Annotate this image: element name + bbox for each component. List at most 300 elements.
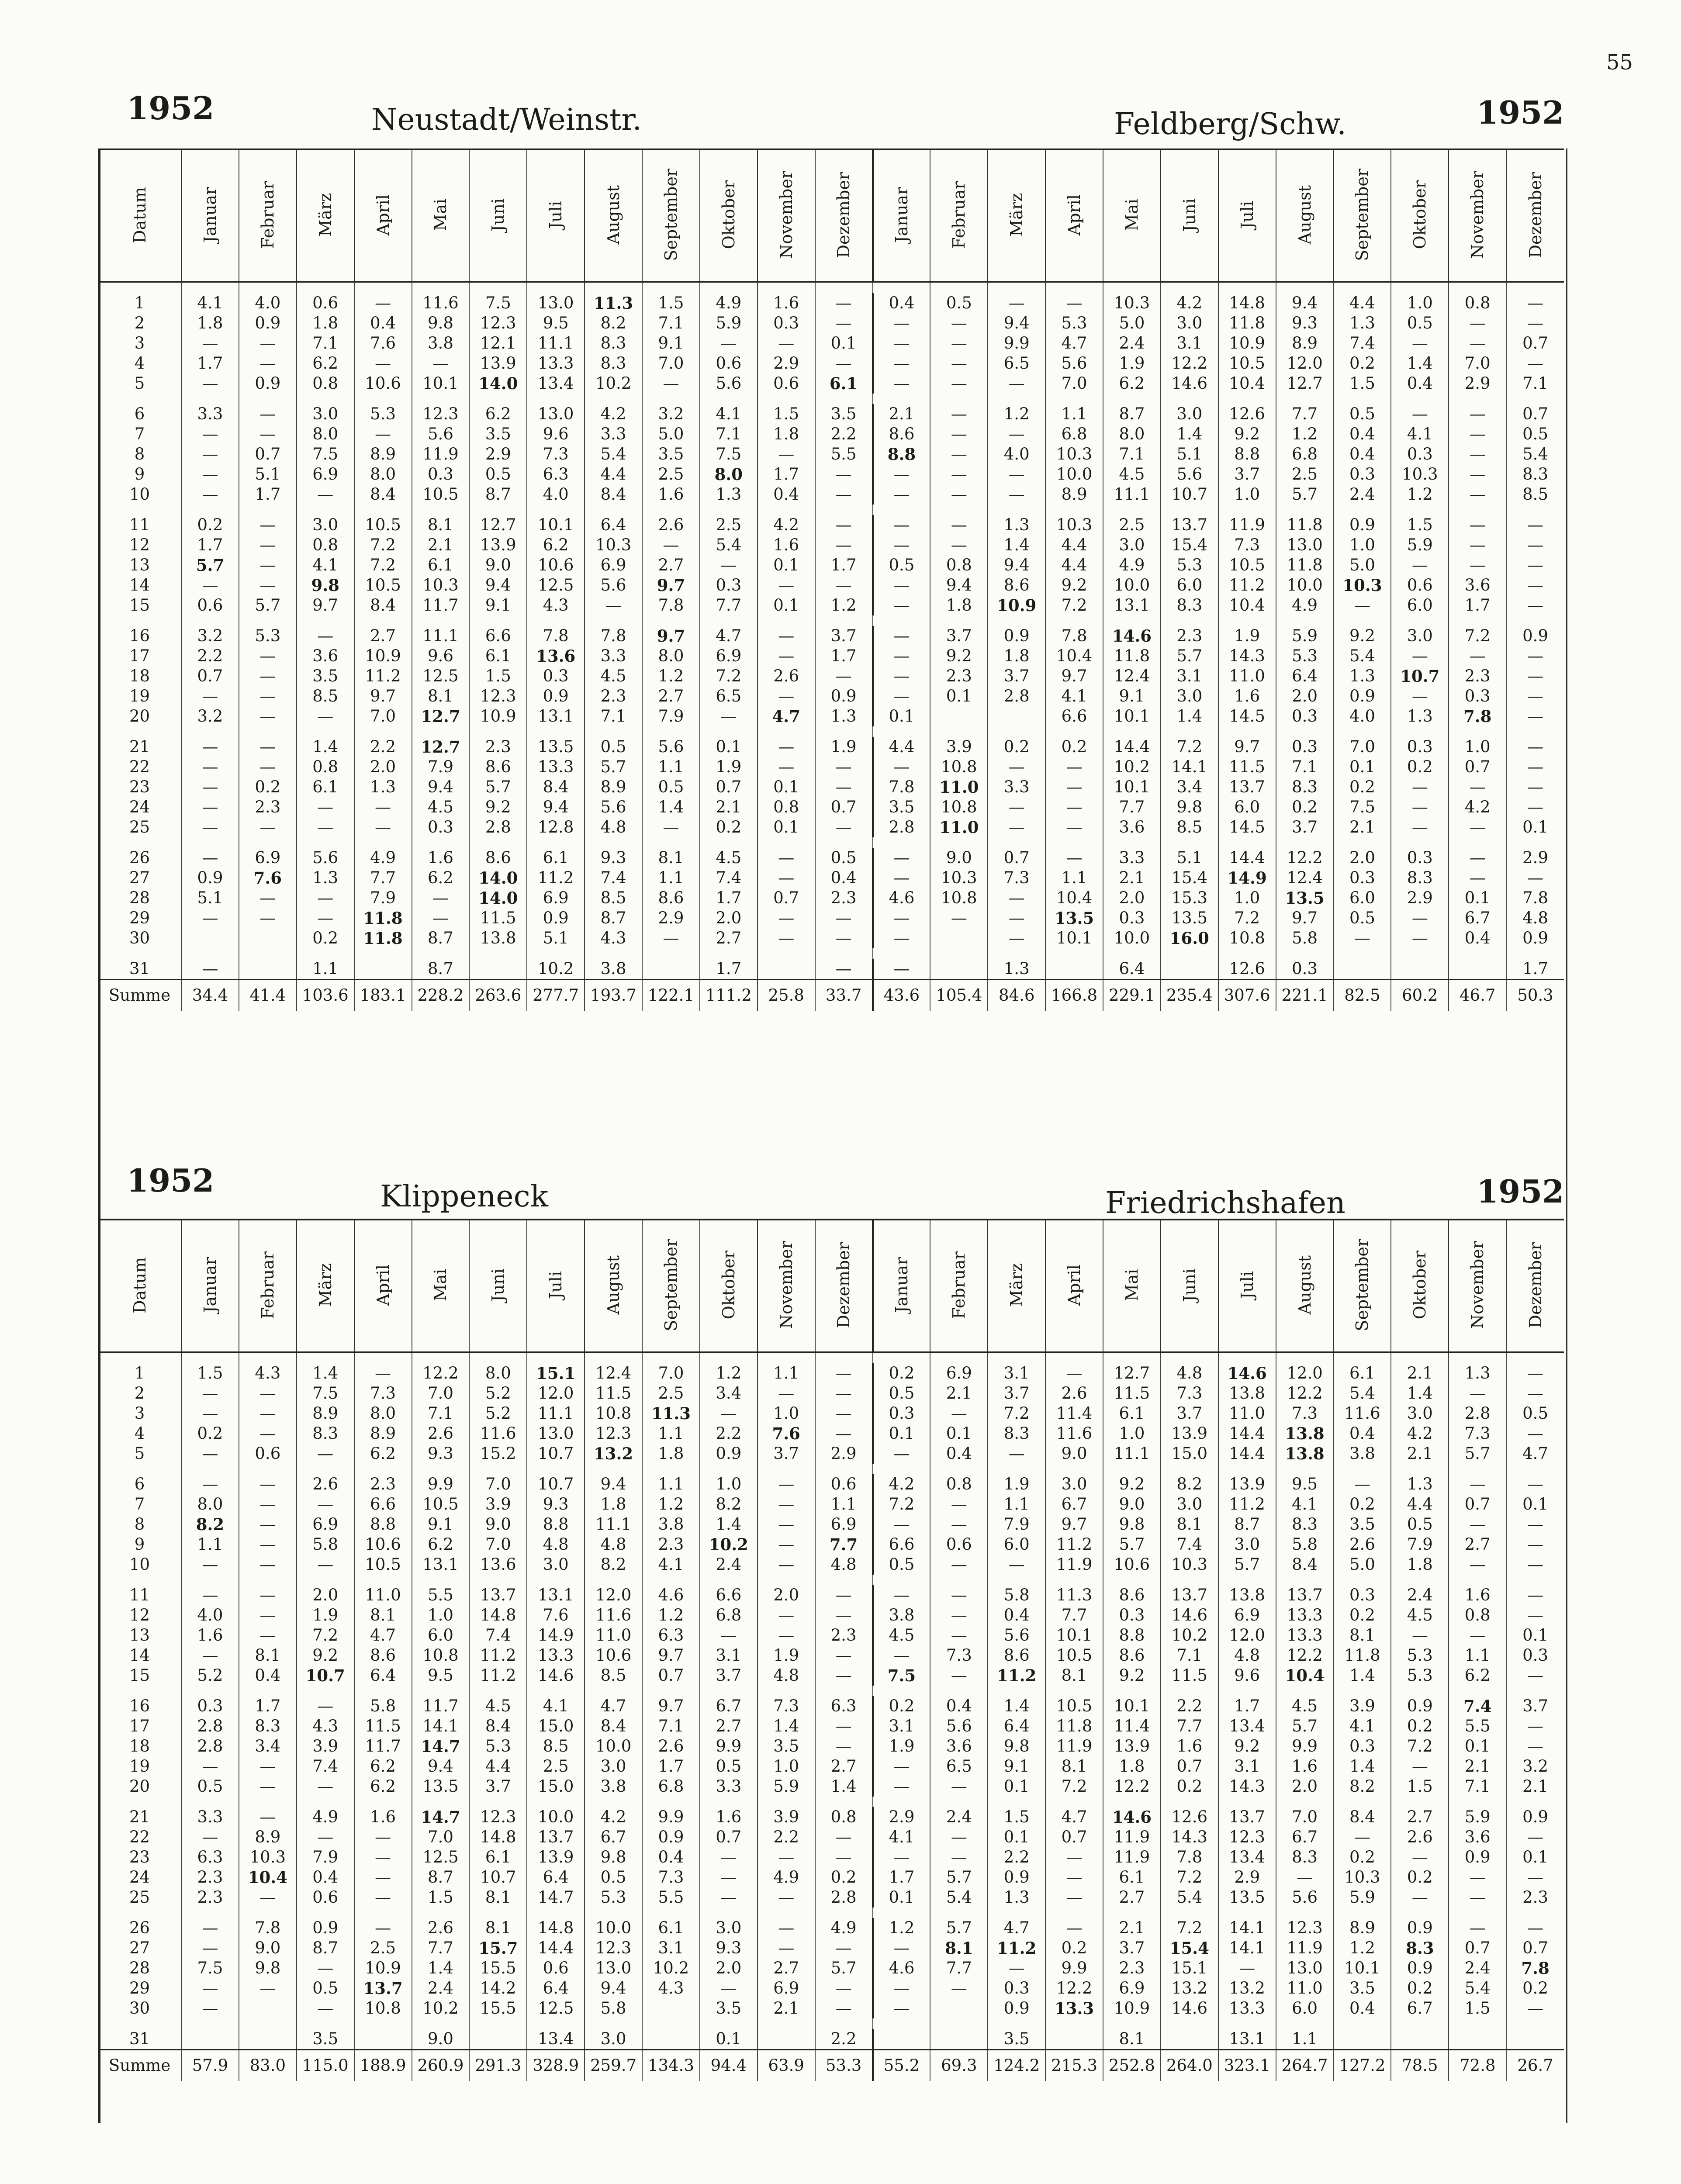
bottom-value-cell: — xyxy=(1506,1585,1564,1605)
top-sum-cell: 43.6 xyxy=(873,980,930,1011)
bottom-value-cell: — xyxy=(700,1403,757,1424)
top-gap-cell xyxy=(1276,837,1334,848)
bottom-gap-cell xyxy=(1161,1464,1218,1474)
top-header-month xyxy=(873,149,930,282)
bottom-gap-cell xyxy=(930,1464,988,1474)
top-gap-cell xyxy=(98,837,181,848)
top-value-cell: 7.3 xyxy=(527,444,585,464)
top-gap-cell xyxy=(1449,837,1506,848)
bottom-value-cell: 14.1 xyxy=(412,1716,470,1736)
bottom-value-cell: 14.6 xyxy=(527,1666,585,1686)
bottom-value-cell: 10.6 xyxy=(354,1534,412,1555)
top-value-cell: 0.5 xyxy=(930,293,988,313)
bottom-value-cell: 1.1 xyxy=(815,1494,873,1514)
top-value-cell: — xyxy=(181,424,239,444)
bottom-value-cell: 1.1 xyxy=(642,1474,700,1494)
top-value-cell: 1.7 xyxy=(700,888,757,908)
top-day-cell: 23 xyxy=(129,778,150,796)
top-value-cell: — xyxy=(1391,908,1449,928)
top-section xyxy=(98,149,1564,1011)
top-value-cell: 0.3 xyxy=(1391,737,1449,757)
top-gap-cell xyxy=(469,948,527,959)
bottom-gap-cell xyxy=(181,1464,239,1474)
top-value-cell: — xyxy=(1506,868,1564,888)
top-value-cell: 4.7 xyxy=(1045,333,1103,353)
bottom-value-cell: 13.6 xyxy=(469,1555,527,1575)
bottom-value-cell: 9.1 xyxy=(412,1514,470,1534)
bottom-day-cell: 26 xyxy=(129,1918,150,1937)
top-day-cell: 12 xyxy=(129,536,150,554)
top-gap-cell xyxy=(181,394,239,404)
bottom-value-cell: — xyxy=(239,1403,297,1424)
top-value-cell: 7.1 xyxy=(642,313,700,333)
top-spacer-cell xyxy=(469,282,527,294)
top-spacer-cell xyxy=(1449,282,1506,294)
top-day-cell: 27 xyxy=(129,868,150,887)
top-value-cell: — xyxy=(988,928,1045,948)
top-value-cell: 5.6 xyxy=(642,737,700,757)
bottom-value-cell: 6.7 xyxy=(1276,1827,1334,1847)
bottom-value-cell: — xyxy=(757,1474,815,1494)
top-table-row xyxy=(98,928,1564,948)
bottom-value-cell: 1.6 xyxy=(1276,1756,1334,1776)
bottom-value-cell: 8.9 xyxy=(354,1424,412,1444)
bottom-value-cell: 2.2 xyxy=(700,1424,757,1444)
bottom-value-cell: 5.8 xyxy=(354,1696,412,1716)
bottom-header-month-label: Mai xyxy=(1122,1269,1141,1301)
top-gap-cell xyxy=(412,505,470,515)
top-header-month-label: Mai xyxy=(1122,199,1141,231)
top-value-cell: 0.2 xyxy=(1334,353,1391,373)
bottom-value-cell: 13.0 xyxy=(527,1424,585,1444)
bottom-gap-cell xyxy=(1391,1464,1449,1474)
bottom-gap-cell xyxy=(1506,1686,1564,1696)
top-value-cell: 9.4 xyxy=(1276,293,1334,313)
top-value-cell: 5.9 xyxy=(1391,535,1449,555)
top-value-cell: 5.6 xyxy=(412,424,470,444)
top-value-cell: — xyxy=(815,959,873,980)
top-header-month-label: März xyxy=(1007,193,1027,237)
bottom-gap-cell xyxy=(1045,1908,1103,1918)
bottom-value-cell: 1.1 xyxy=(181,1534,239,1555)
top-header-month xyxy=(757,149,815,282)
top-gap-cell xyxy=(1103,837,1161,848)
bottom-spacer-cell xyxy=(354,1352,412,1364)
top-value-cell xyxy=(354,959,412,980)
bottom-table-row xyxy=(98,1847,1564,1867)
top-value-cell: 10.6 xyxy=(354,373,412,394)
top-value-cell: 6.1 xyxy=(297,777,354,797)
top-value-cell: 0.2 xyxy=(1045,737,1103,757)
top-value-cell: 0.6 xyxy=(181,595,239,615)
top-gap-cell xyxy=(239,726,297,737)
bottom-value-cell: 7.3 xyxy=(1449,1424,1506,1444)
top-value-cell: 5.4 xyxy=(1334,646,1391,666)
bottom-value-cell: 0.2 xyxy=(1391,1978,1449,1998)
top-value-cell: 1.3 xyxy=(988,959,1045,980)
top-value-cell: 6.1 xyxy=(527,848,585,868)
top-value-cell: 8.8 xyxy=(1218,444,1276,464)
bottom-value-cell: 8.4 xyxy=(1276,1555,1334,1575)
top-gap-cell xyxy=(930,837,988,848)
bottom-value-cell: 0.4 xyxy=(930,1696,988,1716)
bottom-value-cell: 13.9 xyxy=(1218,1474,1276,1494)
bottom-value-cell: 1.7 xyxy=(642,1756,700,1776)
bottom-value-cell: — xyxy=(757,1555,815,1575)
top-value-cell: 7.8 xyxy=(527,626,585,646)
bottom-value-cell: — xyxy=(239,1474,297,1494)
bottom-value-cell: — xyxy=(815,1847,873,1867)
bottom-value-cell: 7.3 xyxy=(930,1645,988,1666)
top-value-cell: 9.7 xyxy=(642,626,700,646)
top-gap-cell xyxy=(1161,615,1218,626)
bottom-gap-cell xyxy=(585,1797,642,1807)
top-value-cell: 2.2 xyxy=(181,646,239,666)
bottom-value-cell: 1.6 xyxy=(1161,1736,1218,1756)
bottom-value-cell: 2.7 xyxy=(1103,1887,1161,1908)
top-value-cell: 7.1 xyxy=(297,333,354,353)
bottom-value-cell: 13.9 xyxy=(1103,1736,1161,1756)
bottom-value-cell: 6.2 xyxy=(354,1444,412,1464)
bottom-value-cell: 2.8 xyxy=(1449,1403,1506,1424)
bottom-value-cell: — xyxy=(181,1827,239,1847)
bottom-value-cell: — xyxy=(757,1383,815,1403)
top-day-cell: 13 xyxy=(129,556,150,574)
bottom-gap-cell xyxy=(930,2018,988,2029)
top-value-cell: 4.1 xyxy=(1045,686,1103,706)
top-sum-cell: 25.8 xyxy=(757,980,815,1011)
bottom-value-cell xyxy=(1391,2029,1449,2050)
bottom-value-cell: — xyxy=(815,1998,873,2018)
bottom-value-cell: 1.4 xyxy=(1334,1756,1391,1776)
bottom-sum-cell: 323.1 xyxy=(1218,2050,1276,2081)
bottom-value-cell: — xyxy=(873,1645,930,1666)
top-value-cell: 3.7 xyxy=(815,626,873,646)
top-value-cell: — xyxy=(1449,848,1506,868)
bottom-gap-cell xyxy=(988,1797,1045,1807)
bottom-value-cell: 5.4 xyxy=(1334,1383,1391,1403)
top-value-cell xyxy=(930,928,988,948)
top-header-month-label: Oktober xyxy=(719,180,738,249)
top-header-month-label: August xyxy=(1295,185,1314,245)
top-value-cell: 6.0 xyxy=(1391,595,1449,615)
bottom-sum-cell: 328.9 xyxy=(527,2050,585,2081)
bottom-header-month-label: Juni xyxy=(488,1268,508,1302)
bottom-value-cell: 7.5 xyxy=(297,1383,354,1403)
bottom-value-cell: — xyxy=(1506,1605,1564,1625)
top-value-cell: 12.2 xyxy=(1161,353,1218,373)
top-value-cell: 10.1 xyxy=(1045,928,1103,948)
top-gap-cell xyxy=(1506,615,1564,626)
bottom-group-gap xyxy=(98,1908,1564,1918)
bottom-value-cell: 9.9 xyxy=(700,1736,757,1756)
bottom-header-month xyxy=(757,1220,815,1352)
bottom-value-cell: 0.6 xyxy=(297,1887,354,1908)
bottom-value-cell: 12.7 xyxy=(1103,1363,1161,1383)
top-value-cell: — xyxy=(239,646,297,666)
top-value-cell: 3.6 xyxy=(1449,575,1506,595)
top-value-cell: — xyxy=(181,797,239,817)
bottom-value-cell: 6.2 xyxy=(354,1756,412,1776)
bottom-value-cell: 4.7 xyxy=(354,1625,412,1645)
top-value-cell: — xyxy=(642,928,700,948)
top-spacer-cell xyxy=(239,282,297,294)
top-header-month xyxy=(642,149,700,282)
top-table-body xyxy=(98,282,1564,1011)
bottom-value-cell: 11.4 xyxy=(1103,1716,1161,1736)
top-value-cell: — xyxy=(181,464,239,484)
bottom-value-cell: 15.0 xyxy=(527,1716,585,1736)
bottom-value-cell xyxy=(239,1998,297,2018)
top-gap-cell xyxy=(98,505,181,515)
bottom-value-cell: 2.8 xyxy=(181,1736,239,1756)
top-value-cell: 2.5 xyxy=(1276,464,1334,484)
top-gap-cell xyxy=(642,394,700,404)
bottom-value-cell: 14.4 xyxy=(1218,1424,1276,1444)
bottom-value-cell: 2.3 xyxy=(1506,1887,1564,1908)
top-value-cell: 11.7 xyxy=(412,595,470,615)
top-value-cell: 5.1 xyxy=(239,464,297,484)
top-value-cell: 11.9 xyxy=(412,444,470,464)
top-value-cell: 1.8 xyxy=(297,313,354,333)
bottom-value-cell: 3.5 xyxy=(700,1998,757,2018)
bottom-table-body xyxy=(98,1352,1564,2081)
top-value-cell: 6.5 xyxy=(988,353,1045,373)
bottom-value-cell: 2.2 xyxy=(815,2029,873,2050)
bottom-value-cell: 0.2 xyxy=(1334,1605,1391,1625)
bottom-value-cell: 2.4 xyxy=(930,1807,988,1827)
bottom-gap-cell xyxy=(1334,1686,1391,1696)
top-value-cell: 2.8 xyxy=(873,817,930,837)
top-value-cell: 0.3 xyxy=(1449,686,1506,706)
top-value-cell: 2.3 xyxy=(815,888,873,908)
bottom-spacer-cell xyxy=(1276,1352,1334,1364)
top-gap-cell xyxy=(1103,948,1161,959)
bottom-value-cell xyxy=(1045,2029,1103,2050)
bottom-spacer-cell xyxy=(873,1352,930,1364)
top-value-cell: 0.9 xyxy=(1334,686,1391,706)
bottom-value-cell: 6.8 xyxy=(700,1605,757,1625)
top-value-cell: 13.1 xyxy=(527,706,585,726)
bottom-gap-cell xyxy=(1103,2018,1161,2029)
bottom-value-cell: 0.3 xyxy=(1334,1736,1391,1756)
top-value-cell: 0.2 xyxy=(1391,757,1449,777)
top-value-cell: — xyxy=(1449,313,1506,333)
top-value-cell: 1.3 xyxy=(700,484,757,505)
bottom-value-cell: 5.3 xyxy=(1391,1666,1449,1686)
bottom-spacer-cell xyxy=(1334,1352,1391,1364)
top-gap-cell xyxy=(297,394,354,404)
top-value-cell xyxy=(239,959,297,980)
bottom-value-cell: — xyxy=(297,1696,354,1716)
top-gap-cell xyxy=(642,726,700,737)
bottom-gap-cell xyxy=(1449,1464,1506,1474)
top-day-cell: 22 xyxy=(129,757,150,776)
top-value-cell: — xyxy=(1449,333,1506,353)
bottom-value-cell: 8.1 xyxy=(469,1887,527,1908)
top-value-cell: 8.3 xyxy=(1161,595,1218,615)
top-value-cell: — xyxy=(1506,293,1564,313)
top-gap-cell xyxy=(181,948,239,959)
top-gap-cell xyxy=(527,615,585,626)
top-value-cell: 1.7 xyxy=(181,353,239,373)
bottom-value-cell: 9.4 xyxy=(585,1978,642,1998)
bottom-table-row xyxy=(98,1958,1564,1978)
bottom-value-cell: 11.0 xyxy=(585,1625,642,1645)
top-value-cell: 6.4 xyxy=(585,515,642,535)
top-gap-cell xyxy=(527,948,585,959)
top-value-cell: 3.5 xyxy=(642,444,700,464)
top-value-cell: 10.6 xyxy=(527,555,585,575)
bottom-value-cell: — xyxy=(873,1998,930,2018)
bottom-value-cell: 7.1 xyxy=(1449,1776,1506,1797)
top-spacer-cell xyxy=(873,282,930,294)
top-value-cell: 2.1 xyxy=(1334,817,1391,837)
bottom-value-cell: 1.6 xyxy=(700,1807,757,1827)
bottom-value-cell: 14.1 xyxy=(1218,1938,1276,1958)
bottom-value-cell: 11.9 xyxy=(1103,1847,1161,1867)
top-value-cell: 4.4 xyxy=(1045,535,1103,555)
bottom-sum-cell: 260.9 xyxy=(412,2050,470,2081)
top-header-month xyxy=(354,149,412,282)
bottom-value-cell: 1.1 xyxy=(988,1494,1045,1514)
top-value-cell: 3.3 xyxy=(988,777,1045,797)
bottom-value-cell: 7.4 xyxy=(1449,1696,1506,1716)
bottom-gap-cell xyxy=(1506,1464,1564,1474)
bottom-value-cell: 9.8 xyxy=(1103,1514,1161,1534)
bottom-value-cell: — xyxy=(181,1474,239,1494)
bottom-value-cell: 8.1 xyxy=(1045,1666,1103,1686)
top-value-cell: 8.6 xyxy=(988,575,1045,595)
bottom-value-cell: — xyxy=(930,1494,988,1514)
top-header-month-label: September xyxy=(1352,169,1372,261)
bottom-value-cell: 11.6 xyxy=(585,1605,642,1625)
top-value-cell: 9.2 xyxy=(1334,626,1391,646)
bottom-value-cell: 3.7 xyxy=(988,1383,1045,1403)
bottom-value-cell: 0.7 xyxy=(1506,1938,1564,1958)
bottom-value-cell: 2.5 xyxy=(354,1938,412,1958)
bottom-value-cell: — xyxy=(1506,1716,1564,1736)
top-spacer-cell xyxy=(642,282,700,294)
top-value-cell: — xyxy=(297,484,354,505)
top-value-cell: 11.8 xyxy=(1103,646,1161,666)
bottom-value-cell: 11.2 xyxy=(988,1666,1045,1686)
bottom-value-cell: — xyxy=(297,1494,354,1514)
bottom-value-cell: 0.5 xyxy=(873,1383,930,1403)
top-gap-cell xyxy=(239,615,297,626)
bottom-value-cell: 11.0 xyxy=(354,1585,412,1605)
bottom-value-cell: — xyxy=(815,1666,873,1686)
top-value-cell: 10.4 xyxy=(1045,646,1103,666)
top-spacer-cell xyxy=(1218,282,1276,294)
top-value-cell: 4.4 xyxy=(585,464,642,484)
top-header-month-label: März xyxy=(315,193,335,237)
bottom-gap-cell xyxy=(873,2018,930,2029)
bottom-value-cell: — xyxy=(815,1424,873,1444)
top-value-cell: 2.9 xyxy=(469,444,527,464)
top-gap-cell xyxy=(1506,837,1564,848)
top-value-cell: 8.3 xyxy=(1391,868,1449,888)
bottom-value-cell: 9.4 xyxy=(585,1474,642,1494)
top-value-cell: — xyxy=(873,908,930,928)
top-value-cell: — xyxy=(930,515,988,535)
top-gap-cell xyxy=(873,948,930,959)
top-value-cell: — xyxy=(988,484,1045,505)
top-header-month xyxy=(1045,149,1103,282)
top-day-cell: 19 xyxy=(129,687,150,705)
top-value-cell: — xyxy=(757,333,815,353)
bottom-gap-cell xyxy=(700,1575,757,1585)
bottom-gap-cell xyxy=(815,2018,873,2029)
top-value-cell: 0.9 xyxy=(1506,626,1564,646)
bottom-value-cell: — xyxy=(181,1978,239,1998)
top-value-cell: 1.7 xyxy=(700,959,757,980)
top-value-cell: 4.9 xyxy=(354,848,412,868)
bottom-value-cell: 12.3 xyxy=(469,1807,527,1827)
bottom-value-cell: — xyxy=(1391,1625,1449,1645)
top-gap-cell xyxy=(412,726,470,737)
top-value-cell: 11.2 xyxy=(354,666,412,686)
top-value-cell: 6.7 xyxy=(1449,908,1506,928)
top-value-cell: 4.2 xyxy=(585,404,642,424)
top-value-cell: 9.8 xyxy=(1161,797,1218,817)
bottom-gap-cell xyxy=(873,1575,930,1585)
bottom-value-cell: 6.3 xyxy=(642,1625,700,1645)
bottom-gap-cell xyxy=(757,2018,815,2029)
top-value-cell: 9.9 xyxy=(988,333,1045,353)
top-value-cell: 0.9 xyxy=(239,313,297,333)
top-value-cell: — xyxy=(1391,555,1449,575)
top-value-cell: — xyxy=(873,464,930,484)
top-value-cell: — xyxy=(1506,706,1564,726)
bottom-value-cell: 5.8 xyxy=(988,1585,1045,1605)
top-value-cell: — xyxy=(700,555,757,575)
top-day-cell: 11 xyxy=(129,515,150,534)
top-value-cell: — xyxy=(930,353,988,373)
bottom-table-row xyxy=(98,1776,1564,1797)
top-gap-cell xyxy=(297,948,354,959)
bottom-value-cell xyxy=(930,1998,988,2018)
top-value-cell: 6.9 xyxy=(527,888,585,908)
bottom-value-cell: 7.4 xyxy=(1161,1534,1218,1555)
bottom-value-cell: 10.5 xyxy=(354,1555,412,1575)
bottom-value-cell: 8.6 xyxy=(1103,1645,1161,1666)
top-gap-cell xyxy=(585,948,642,959)
top-value-cell: — xyxy=(239,535,297,555)
bottom-value-cell: — xyxy=(1449,1887,1506,1908)
bottom-value-cell: — xyxy=(1506,1666,1564,1686)
bottom-value-cell: 0.3 xyxy=(988,1978,1045,1998)
bottom-value-cell: 1.4 xyxy=(988,1696,1045,1716)
bottom-value-cell: 0.9 xyxy=(297,1918,354,1938)
top-value-cell: 13.5 xyxy=(527,737,585,757)
top-value-cell: — xyxy=(239,333,297,353)
bottom-value-cell: — xyxy=(988,1555,1045,1575)
top-value-cell: — xyxy=(1506,797,1564,817)
bottom-value-cell: — xyxy=(239,1383,297,1403)
bottom-value-cell: 4.8 xyxy=(585,1534,642,1555)
top-gap-cell xyxy=(585,615,642,626)
bottom-header-month-label: Juli xyxy=(1237,1271,1257,1299)
bottom-value-cell: — xyxy=(930,1776,988,1797)
bottom-table-row xyxy=(98,1696,1564,1716)
bottom-day-cell: 6 xyxy=(134,1475,145,1493)
bottom-value-cell: 14.6 xyxy=(1161,1605,1218,1625)
top-value-cell: 0.2 xyxy=(1276,797,1334,817)
bottom-gap-cell xyxy=(700,2018,757,2029)
top-value-cell: 9.7 xyxy=(1218,737,1276,757)
bottom-value-cell: 9.3 xyxy=(527,1494,585,1514)
